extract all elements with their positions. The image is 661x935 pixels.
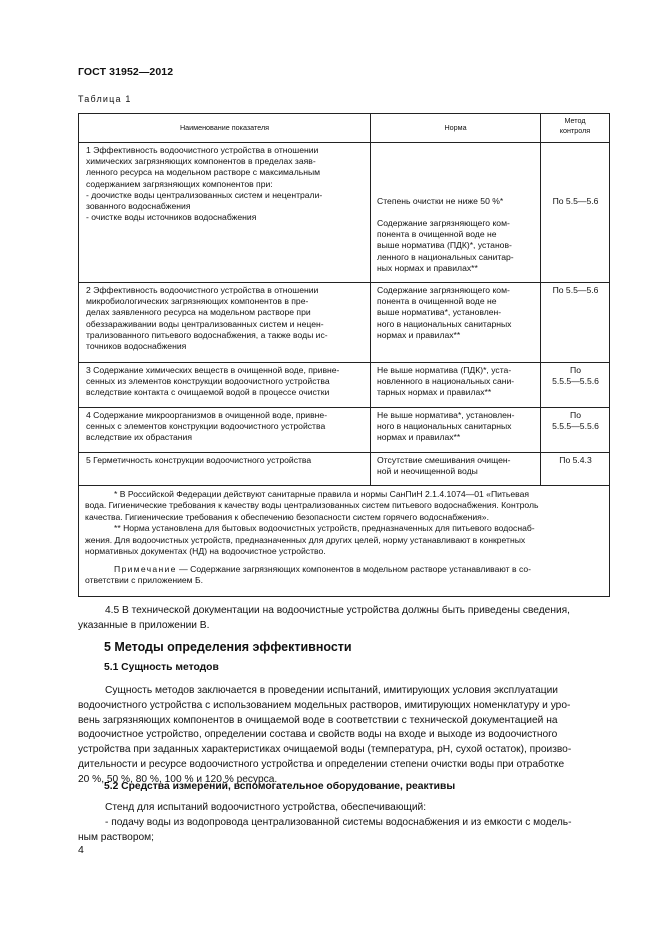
row1-norm-b: Содержание загрязняющего ком- понента в очищенной воде не выше норматива (ПДК)*, установ- ленного в национальных санитар- ных нормах и правилах** (377, 218, 514, 273)
row3-norm: Не выше норматива (ПДК)*, уста- новленного в национальных сани- тарных нормах и правилах** (377, 365, 515, 398)
row4-method: По 5.5.5—5.5.6 (552, 410, 599, 432)
row4-name: 4 Содержание микроорганизмов в очищенной воде, привне- сенных с элементов конструкции водоочистного устройства вследствие их обрастания (86, 410, 328, 443)
table-note: Примечание — Содержание загрязняющих компонентов в модельном растворе устанавливают в со- ответствии с приложением Б. (85, 564, 531, 586)
row2-norm: Содержание загрязняющего ком- понента в очищенной воде не выше норматива*, установлен- ного в национальных санитарных нормах и правилах** (377, 285, 512, 340)
note-text: — Содержание загрязняющих компонентов в модельном растворе устанавливают в со- (176, 564, 531, 574)
row3-method: По 5.5.5—5.5.6 (552, 365, 599, 387)
row5-method: По 5.4.3 (559, 455, 592, 465)
row4-norm: Не выше норматива*, установлен- ного в национальных санитарных нормах и правилах** (377, 410, 515, 443)
row2-method: По 5.5—5.6 (552, 285, 599, 295)
page-number: 4 (78, 844, 84, 856)
row2-name: 2 Эффективность водоочистного устройства в отношении микробиологических загрязняющих компонентов в пре- делах заявленного ресурса на модельном растворе при обеззараживании воды централизованных систем и нецен- трализованного питьевого водоснабжения, а также воды ис- точников водоснабжения (86, 285, 328, 352)
section-5-1-title: 5.1 Сущность методов (104, 662, 219, 673)
document-header: ГОСТ 31952—2012 (78, 66, 174, 78)
table-1 (78, 113, 610, 597)
section-5-2-title: 5.2 Средства измерений, вспомогательное оборудование, реактивы (104, 781, 456, 792)
row1-method: По 5.5—5.6 (552, 196, 599, 206)
section-5-title: 5 Методы определения эффективности (104, 640, 352, 654)
row5-norm: Отсутствие смешивания очищен- ной и неочищенной воды (377, 455, 511, 477)
col-header-norm: Норма (444, 123, 467, 132)
row1-name: 1 Эффективность водоочистного устройства в отношении химических загрязняющих компонентов в пределах заяв- ленного ресурса на модельном растворе с максимальным содержанием загрязняющих компонентов при: - доочистке воды централизованных систем и нецентрали- зованного водоснабжения - очистке воды источников водоснабжения (86, 145, 323, 223)
note-label: Примечание (114, 564, 177, 574)
col-header-name: Наименование показателя (179, 123, 270, 132)
row5-name: 5 Герметичность конструкции водоочистного устройства (86, 455, 312, 465)
paragraph-4-5: 4.5 В технической документации на водоочистные устройства должны быть приведены сведения, указанные в приложении В. (78, 605, 570, 631)
table-caption: Таблица 1 (78, 94, 132, 104)
table-footnotes: * В Российской Федерации действуют санитарные правила и нормы СанПиН 2.1.4.1074—01 «Питьевая вода. Гигиенические требования к качеству воды централизованных систем питьевого водоснабжения. Контроль качества. Гигиенические требования к обеспечению безопасности систем горячего водоснабжения». ** Норма установлена для бытовых водоочистных устройств, предназначенных для питьевого водоснаб- жения. Для водоочистных устройств, предназначенных для других целей, норму устанавливают в конкретных нормативных документах (НД) на водоочистное устройство. (85, 489, 539, 557)
paragraph-5-1: Сущность методов заключается в проведении испытаний, имитирующих условия эксплуатации водоочистного устройства с использованием модельных растворов, имитирующих номенклатуру и уро- вень загрязняющих компонентов в очищаемой воде в соответствии с технической документацией на водоочистное устройство, определении состава и свойств воды на входе и выходе из водоочистного устройства при заданных характеристиках очищаемой воды (температура, рН, сухой остаток), произво- дительности и ресурсе водоочистного устройства и определении степени очистки воды при отработке 20 %, 50 %, 80 %, 100 % и 120 % ресурса. (78, 685, 572, 785)
col-header-method: Метод контроля (559, 116, 591, 135)
row3-name: 3 Содержание химических веществ в очищенной воде, привне- сенных из элементов конструкции водоочистного устройства вследствие контакта с очищаемой водой в процессе очистки (86, 365, 340, 398)
paragraph-5-2: Стенд для испытаний водоочистного устройства, обеспечивающий: - подачу воды из водопровода централизованной системы водоснабжения и из емкости с модель- ным раствором; (78, 802, 572, 843)
row1-norm-a: Степень очистки не ниже 50 %* (377, 196, 504, 206)
